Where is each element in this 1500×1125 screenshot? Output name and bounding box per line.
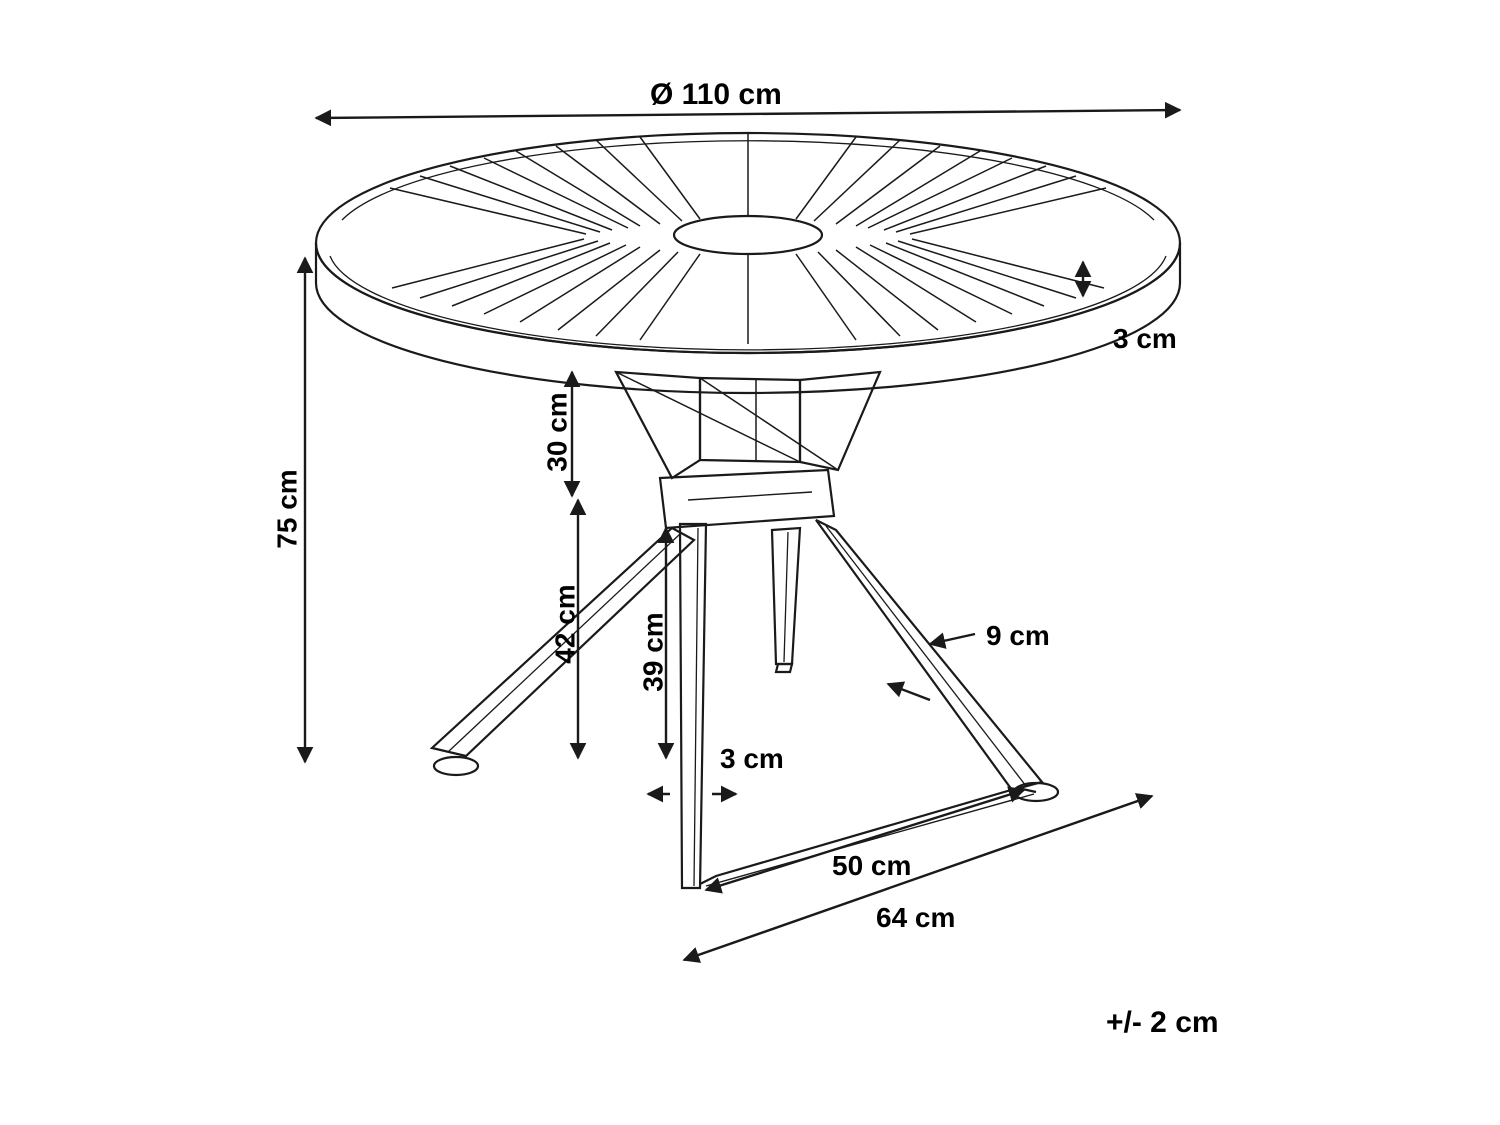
dim-label-collar-height: 42 cm [549, 584, 581, 664]
dim-label-leg-clear-height: 39 cm [637, 612, 669, 692]
base-upper-right-plate [800, 372, 880, 470]
dim-line-outer-span [684, 796, 1152, 960]
dim-label-total-height: 75 cm [271, 469, 303, 549]
dim-label-leg-thickness: 3 cm [720, 743, 784, 774]
dim-label-inner-span: 50 cm [832, 850, 912, 881]
right-foot-rail [816, 520, 1042, 790]
dim-label-top-thickness: 3 cm [1113, 323, 1177, 354]
dim-label-rail-width: 9 cm [986, 620, 1050, 651]
table-top-slats [390, 133, 1106, 344]
table-top-group [316, 133, 1180, 393]
dim-label-outer-span: 64 cm [876, 902, 956, 933]
table-top-hub [674, 216, 822, 254]
tolerance-note: +/- 2 cm [1106, 1006, 1219, 1039]
dim-label-upper-brace-height: 30 cm [541, 392, 573, 472]
dim-line-rail-width [930, 634, 975, 644]
dim-line-diameter [316, 110, 1180, 118]
rear-leg-foot [776, 664, 792, 672]
left-foot-cap [434, 757, 478, 775]
front-leg [680, 524, 706, 888]
dim-label-diameter: Ø 110 cm [650, 78, 782, 111]
table-base-group [432, 372, 1058, 888]
dimension-lines [305, 110, 1180, 960]
dim-line-rail-width-2 [888, 684, 930, 700]
base-collar [660, 470, 834, 528]
